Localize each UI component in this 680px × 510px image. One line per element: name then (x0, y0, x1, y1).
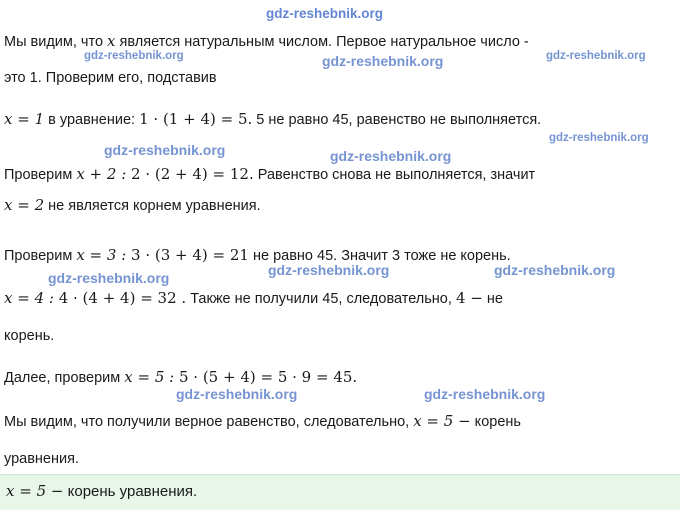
answer-line (6, 482, 197, 500)
text-line (4, 69, 217, 87)
text-run: не является корнем уравнения. (44, 198, 261, 214)
text-line (4, 450, 79, 468)
watermark: gdz-reshebnik.org (546, 50, 646, 62)
text-line (4, 412, 521, 431)
text-run: корень. (4, 328, 55, 344)
text-run: корень (470, 414, 521, 430)
math-run: x = 3 : (76, 246, 127, 264)
text-run: Мы видим, что (4, 34, 108, 50)
watermark: gdz-reshebnik.org (330, 148, 452, 164)
watermark: gdz-reshebnik.org (322, 53, 444, 69)
watermark: gdz-reshebnik.org (268, 262, 390, 278)
text-run: не равно 45. Значит 3 тоже не корень. (248, 248, 511, 264)
math-run: 4 − (455, 289, 483, 307)
watermark: gdz-reshebnik.org (424, 386, 546, 402)
watermark: gdz-reshebnik.org (176, 386, 298, 402)
math-run: x = 4 : (4, 289, 54, 307)
text-run: в уравнение: (44, 112, 140, 128)
text-run: это 1. Проверим его, подставив (4, 70, 217, 86)
text-line (4, 327, 54, 345)
watermark: gdz-reshebnik.org (549, 132, 649, 144)
text-line (4, 246, 511, 265)
text-run: Проверим (4, 248, 77, 264)
math-run: 4 · (4 + 4) = 32 . (53, 289, 187, 307)
text-run: не (482, 291, 503, 307)
math-run: x + 2 : (76, 165, 127, 183)
math-run: 2 · (2 + 4) = 12. (126, 165, 254, 183)
text-run: является натуральным числом. Первое натуральное число - (115, 34, 529, 50)
math-run: x (107, 32, 116, 50)
math-run: 5 · (5 + 4) = 5 · 9 = 45. (174, 368, 358, 386)
watermark: gdz-reshebnik.org (266, 6, 384, 21)
text-run: Проверим (4, 167, 77, 183)
text-line (4, 32, 529, 51)
text-run: Мы видим, что получили верное равенство, следовательно, (4, 414, 414, 430)
watermark: gdz-reshebnik.org (494, 262, 616, 278)
text-line (4, 368, 357, 387)
watermark: gdz-reshebnik.org (104, 142, 226, 158)
text-run: уравнения. (4, 451, 79, 467)
answer-math: x = 5 − (6, 482, 64, 500)
answer-label: корень уравнения. (63, 483, 198, 500)
math-run: x = 5 − (413, 412, 471, 430)
watermark: gdz-reshebnik.org (84, 50, 184, 62)
text-run: Далее, проверим (4, 370, 125, 386)
text-line (4, 196, 261, 215)
text-line (4, 110, 541, 129)
text-line (4, 165, 535, 184)
text-run: Также не получили 45, следовательно, (186, 291, 456, 307)
text-run: 5 не равно 45, равенство не выполняется. (252, 112, 542, 128)
math-run: x = 1 (4, 110, 45, 128)
text-line (4, 289, 503, 308)
text-run: Равенство снова не выполняется, значит (253, 167, 536, 183)
math-run: 1 · (1 + 4) = 5. (139, 110, 253, 128)
math-run: x = 2 (4, 196, 45, 214)
math-run: 3 · (3 + 4) = 21 (126, 246, 249, 264)
watermark: gdz-reshebnik.org (48, 270, 170, 286)
math-run: x = 5 : (124, 368, 175, 386)
